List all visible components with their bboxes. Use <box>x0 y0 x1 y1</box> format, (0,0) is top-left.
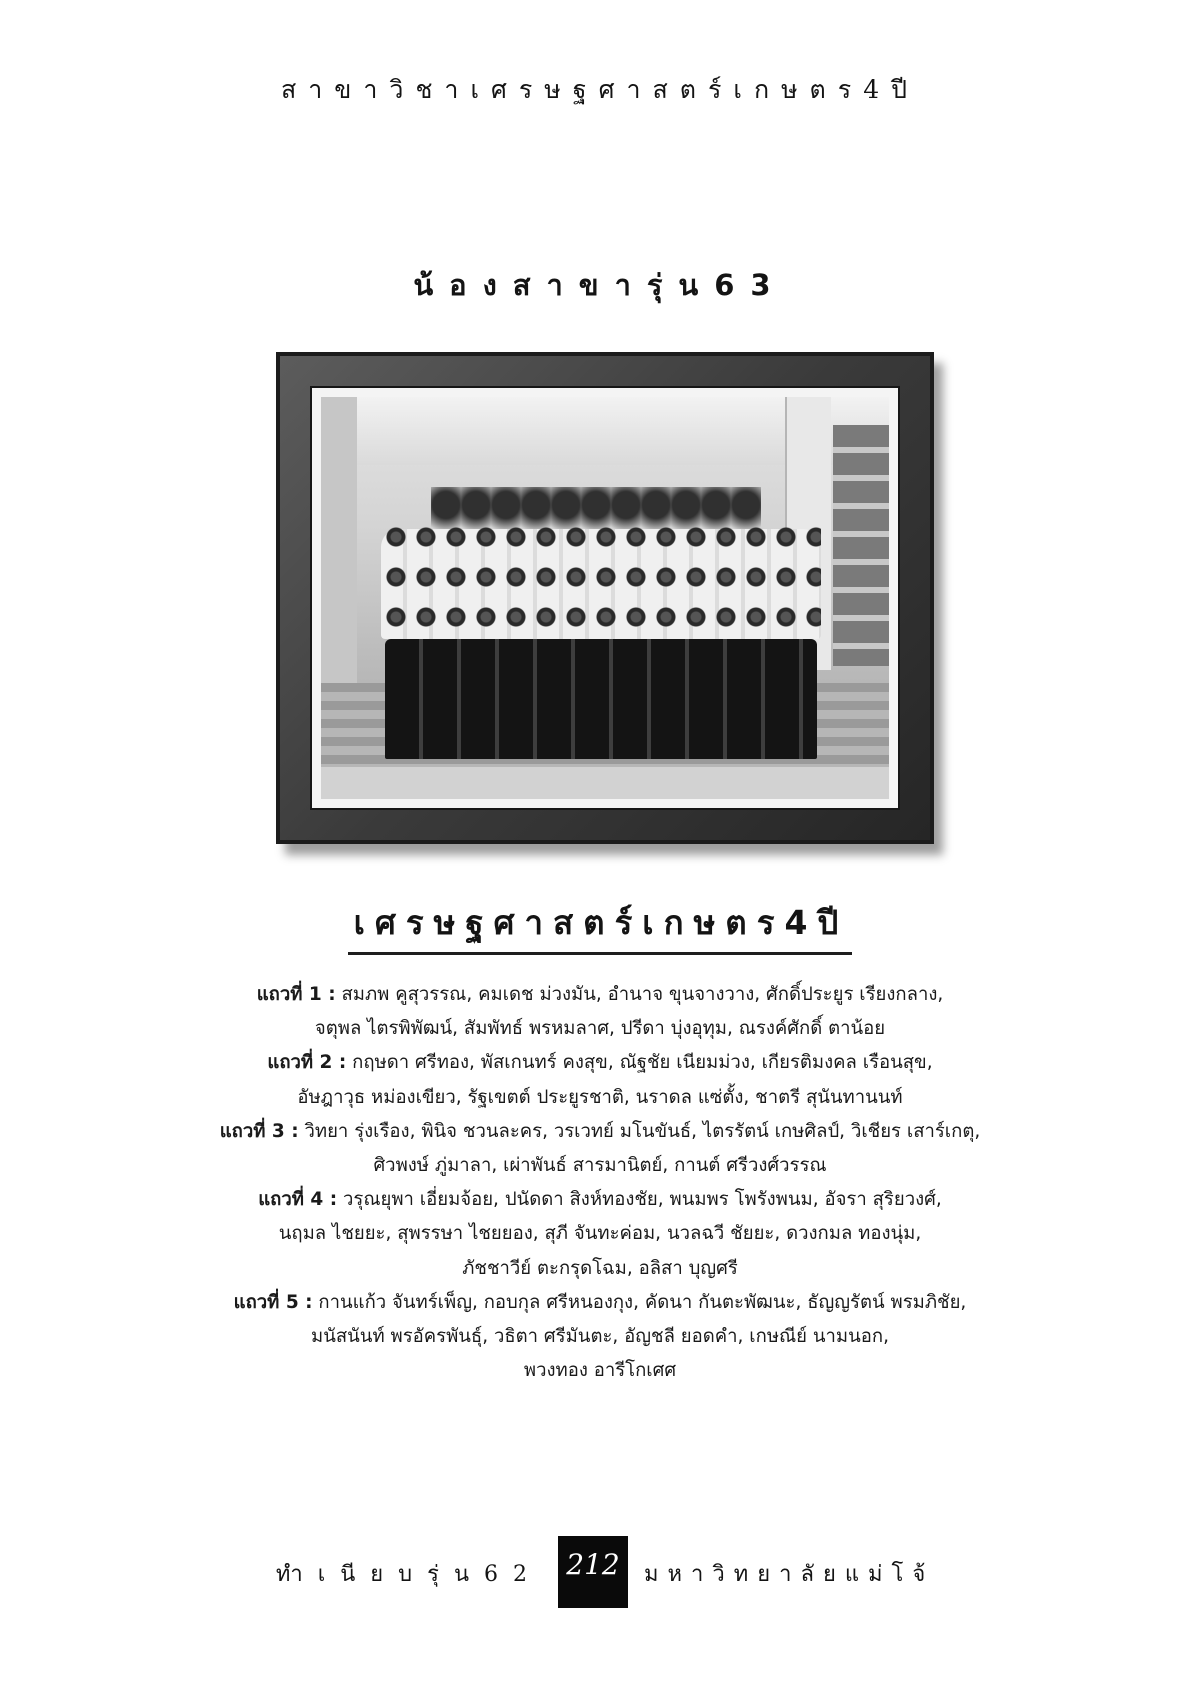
page-footer <box>0 1536 1200 1608</box>
row-names: พวงทอง อารีโกเศศ <box>523 1360 677 1382</box>
photo-wall <box>833 425 889 666</box>
row-names: จตุพล ไตรพิพัฒน์, สัมพัทธ์ พรหมลาศ, ปรีดา บุ่งอุทุม, ณรงค์ศักดิ์ ตาน้อย <box>314 1018 886 1040</box>
section-title: น้องสาขารุ่น63 <box>413 268 787 302</box>
page-number: 212 <box>558 1536 628 1608</box>
name-list-line <box>130 1320 1070 1354</box>
picture-frame <box>276 352 934 844</box>
name-list-line <box>130 1183 1070 1217</box>
row-label: แถวที่ 3 : <box>219 1120 299 1142</box>
row-names: กานแก้ว จันทร์เพ็ญ, กอบกุล ศรีหนองกุง, คัดนา กันตะพัฒนะ, ธัญญรัตน์ พรมภิชัย, <box>312 1291 967 1313</box>
row-label: แถวที่ 1 : <box>256 984 336 1005</box>
name-list-line <box>130 1046 1070 1080</box>
name-list-line <box>130 1149 1070 1183</box>
footer-left-text: ทำเนียบรุ่น62 <box>275 1562 542 1587</box>
row-label: แถวที่ 4 : <box>258 1189 338 1211</box>
name-list-line <box>130 1354 1070 1388</box>
program-subtitle-text: เศรษฐศาสตร์เกษตร4ปี <box>348 896 853 955</box>
name-list-line <box>130 1012 1070 1046</box>
row-names: ศิวพงษ์ ภู่มาลา, เผ่าพันธ์ สารมานิตย์, กานต์ ศรีวงศ์วรรณ <box>373 1155 827 1177</box>
program-subtitle <box>0 896 1200 955</box>
row-names: นฤมล ไชยยะ, สุพรรษา ไชยยอง, สุภี จันทะค่อม, นวลฉวี ชัยยะ, ดวงกมล ทองนุ่ม, <box>278 1223 922 1245</box>
row-names: กฤษดา ศรีทอง, พัสเกนทร์ คงสุข, ณัฐชัย เนียมม่วง, เกียรติมงคล เรือนสุข, <box>346 1052 933 1074</box>
row-names: วรุณยุพา เอี่ยมจ้อย, ปนัดดา สิงห์ทองชัย, พนมพร โพรังพนม, อัจรา สุริยวงศ์, <box>337 1189 942 1211</box>
photo-mat <box>310 386 900 810</box>
row-names: วิทยา รุ่งเรือง, พินิจ ชวนละคร, วรเวทย์ มโนขันธ์, ไตรรัตน์ เกษศิลป์, วิเชียร เสาร์เกตุ, <box>298 1120 981 1142</box>
footer-right-text: มหาวิทยาลัยแม่โจ้ <box>644 1562 935 1587</box>
row-names: มนัสนันท์ พรอัครพันธุ์, วธิตา ศรีมันตะ, อัญชลี ยอดคำ, เกษณีย์ นามนอก, <box>311 1326 889 1348</box>
photo-faces <box>381 517 821 637</box>
row-label: แถวที่ 5 : <box>233 1291 313 1313</box>
page-header: สาขาวิชาเศรษฐศาสตร์เกษตร4ปี <box>280 75 919 104</box>
photo-front-row <box>385 639 817 759</box>
group-photo <box>321 397 889 799</box>
name-list-line <box>130 1081 1070 1115</box>
row-label: แถวที่ 2 : <box>267 1052 347 1074</box>
name-list <box>130 978 1070 1388</box>
name-list-line <box>130 1217 1070 1251</box>
row-names: อัษฎาวุธ หม่องเขียว, รัฐเขตต์ ประยูรชาติ, นราดล แซ่ตั้ง, ชาตรี สุนันทานนท์ <box>297 1086 903 1108</box>
name-list-line <box>130 978 1070 1012</box>
row-names: ภัชชาวีย์ ตะกรุดโฉม, อลิสา บุญศรี <box>462 1257 738 1279</box>
photo-people-group <box>371 487 831 759</box>
name-list-line <box>130 1286 1070 1320</box>
name-list-line <box>130 1252 1070 1286</box>
row-names: สมภพ คูสุวรรณ, คมเดช ม่วงมัน, อำนาจ ขุนจางวาง, ศักดิ์ประยูร เรียงกลาง, <box>335 984 944 1005</box>
name-list-line <box>130 1115 1070 1149</box>
photo-floor <box>321 767 889 799</box>
